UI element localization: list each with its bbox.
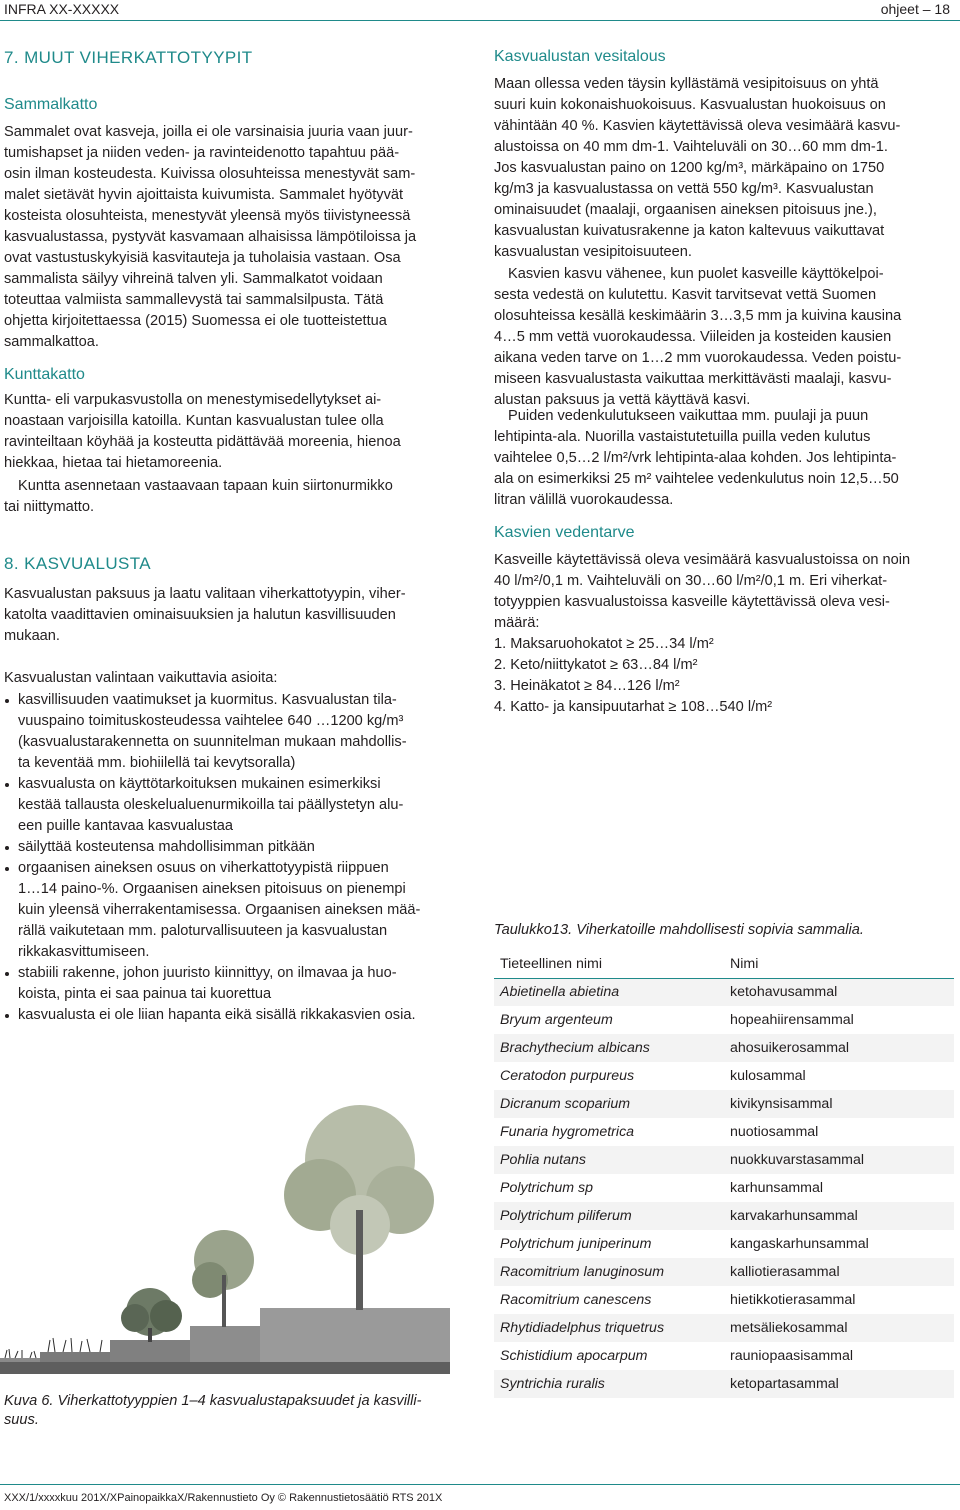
table-row bbox=[494, 978, 954, 1006]
common-name-cell: kangaskarhunsammal bbox=[730, 1236, 869, 1252]
text-line: Kuntta- eli varpukasvustolla on menestymisedellytykset ai- bbox=[4, 392, 382, 408]
common-name-cell: karvakarhunsammal bbox=[724, 1202, 954, 1230]
text-line: aikana veden tarve on 1…2 mm vuorokaudessa. Veden poistu- bbox=[494, 350, 902, 366]
header-name: Nimi bbox=[724, 950, 954, 978]
common-name-cell: rauniopaasisammal bbox=[730, 1348, 854, 1364]
text-line: Maan ollessa veden täysin kyllästämä vesipitoisuus on yhtä bbox=[494, 76, 879, 92]
text-line: toteuttaa valmiista sammallevystä tai sammalsilpusta. Tätä bbox=[4, 292, 384, 308]
table-row bbox=[494, 1314, 954, 1342]
table-row bbox=[494, 1174, 954, 1202]
list-item-continuation: vuuspaino toimituskosteudessa vaihtelee 640 …1200 kg/m³ bbox=[18, 713, 404, 729]
section-8-heading: 8. KASVUALUSTA bbox=[4, 554, 152, 573]
text-line: kasvualustan vesipitoisuuteen. bbox=[494, 244, 692, 260]
table-header-row bbox=[494, 950, 954, 978]
text-line: alustan paksuus ja vettä käyttävä kasvi. bbox=[494, 392, 751, 408]
list-item-continuation: kestää tallausta oleskelualuenurmikoilla tai päällystetyn alu- bbox=[18, 797, 404, 813]
table-row bbox=[494, 1342, 954, 1370]
vedentarve-list bbox=[494, 634, 954, 718]
text-line: Puiden vedenkulutukseen vaikuttaa mm. puulaji ja puun bbox=[508, 408, 869, 424]
table-row bbox=[494, 1202, 954, 1230]
text-line: litran välillä vuorokaudessa. bbox=[494, 492, 674, 508]
section-8-paragraph bbox=[4, 584, 466, 647]
list-item: kasvillisuuden vaatimukset ja kuormitus. Kasvualustan tila- bbox=[4, 690, 466, 711]
common-name-cell: metsäliekosammal bbox=[724, 1314, 954, 1342]
text-line: Kasveille käytettävissä oleva vesimäärä kasvualustoissa on noin bbox=[494, 552, 911, 568]
text-line: sammalista säilyy vihreinä talven yli. Sammalkatot voidaan bbox=[4, 271, 383, 287]
text-line: 4…5 mm vettä vuorokaudessa. Viileiden ja kosteiden kausien bbox=[494, 329, 892, 345]
scientific-name-cell: Abietinella abietina bbox=[494, 978, 724, 1006]
table-row bbox=[494, 1146, 954, 1174]
list-item: kasvualusta ei ole liian hapanta eikä sisällä rikkakasvien osia. bbox=[4, 1005, 466, 1026]
list-item-continuation: koista, pinta ei saa painua tai kuorettua bbox=[18, 986, 272, 1002]
scientific-name-cell: Bryum argenteum bbox=[500, 1012, 613, 1028]
text-line: malet sietävät hyvin ajoittaista kuivumista. Sammalet hyötyvät bbox=[4, 187, 404, 203]
text-line: vaihtelee 0,5…2 l/m²/vrk lehtipinta-alaa kohden. Jos lehtipinta- bbox=[494, 450, 897, 466]
moss-table bbox=[494, 950, 954, 1398]
table-row bbox=[494, 1286, 954, 1314]
section-7-heading: 7. MUUT VIHERKATTOTYYPIT bbox=[4, 48, 253, 67]
list-item-continuation: een puille kantavaa kasvualustaa bbox=[18, 818, 234, 834]
text-line: Kuntta asennetaan vastaavaan tapaan kuin siirtonurmikko bbox=[18, 478, 393, 494]
common-name-cell: ahosuikerosammal bbox=[724, 1034, 954, 1062]
text-line: totyyppien kasvualustoissa kasveille käytettävissä oleva vesi- bbox=[494, 594, 890, 610]
scientific-name-cell: Pohlia nutans bbox=[494, 1146, 724, 1174]
table-row bbox=[494, 1090, 954, 1118]
table-row bbox=[494, 1118, 954, 1146]
kunttakatto-paragraph-2 bbox=[4, 476, 466, 518]
list-item: säilyttää kosteutensa mahdollisimman pitkään bbox=[4, 837, 466, 858]
scientific-name-cell: Racomitrium canescens bbox=[500, 1292, 652, 1308]
footer-rule bbox=[0, 1484, 960, 1485]
scientific-name-cell: Polytrichum juniperinum bbox=[500, 1236, 652, 1252]
scientific-name-cell: Polytrichum sp bbox=[500, 1180, 594, 1196]
text-line: Kasvualustan paksuus ja laatu valitaan viherkattotyypin, viher- bbox=[4, 586, 406, 602]
text-line: noastaan varjoisilla katoilla. Kuntan kasvualustan tulee olla bbox=[4, 413, 384, 429]
common-name-cell: hietikkotierasammal bbox=[730, 1292, 856, 1308]
text-line: hiekkaa, hietaa tai hietamoreenia. bbox=[4, 455, 223, 471]
common-name-cell: ketohavusammal bbox=[724, 978, 954, 1006]
scientific-name-cell: Rhytidiadelphus triquetrus bbox=[494, 1314, 724, 1342]
kunttakatto-heading: Kunttakatto bbox=[4, 366, 85, 383]
scientific-name-cell: Brachythecium albicans bbox=[494, 1034, 724, 1062]
vedentarve-paragraph bbox=[494, 550, 954, 634]
green-roof-figure bbox=[0, 1090, 470, 1390]
text-line: olosuhteissa kesällä keskimäärin 3…3,5 mm ja kuivina kausina bbox=[494, 308, 902, 324]
text-line: määrä: bbox=[494, 615, 540, 631]
text-line: suus. bbox=[4, 1412, 39, 1428]
table-row bbox=[494, 1370, 954, 1398]
list-item: orgaanisen aineksen osuus on viherkattotyypistä riippuen bbox=[4, 858, 466, 879]
text-line: 3. Heinäkatot ≥ 84…126 l/m² bbox=[494, 678, 680, 694]
table-row bbox=[494, 1034, 954, 1062]
text-line: lehtipinta-ala. Nuorilla vastaistutetuilla puilla veden kulutus bbox=[494, 429, 871, 445]
text-line: suuri kuin kokonaishuokoisuus. Kasvualustan huokoisuus on bbox=[494, 97, 886, 113]
text-line: alustoissa on 40 mm dm-1. Vaihteluväli on 30…60 mm dm-1. bbox=[494, 139, 888, 155]
text-line: ala on esimerkiksi 25 m² vaihtelee vedenkulutus noin 12,5…50 bbox=[494, 471, 899, 487]
text-line: 2. Keto/niittykatot ≥ 63…84 l/m² bbox=[494, 657, 698, 673]
common-name-cell: hopeahiirensammal bbox=[730, 1012, 854, 1028]
text-line: sammalkattoa. bbox=[4, 334, 99, 350]
text-line: ohjetta kirjoitettaessa (2015) Suomessa ei ole tuotteistettua bbox=[4, 313, 387, 329]
list-item: kasvualusta on käyttötarkoituksen mukainen esimerkiksi bbox=[4, 774, 466, 795]
factors-intro: Kasvualustan valintaan vaikuttavia asioita: bbox=[4, 670, 278, 686]
common-name-cell: kalliotierasammal bbox=[724, 1258, 954, 1286]
kunttakatto-paragraph bbox=[4, 390, 466, 474]
trees-illustration bbox=[0, 1105, 450, 1374]
page-header bbox=[0, 0, 960, 22]
scientific-name-cell: Ceratodon purpureus bbox=[500, 1068, 635, 1084]
text-line: Jos kasvualustan paino on 1200 kg/m³, märkäpaino on 1750 bbox=[494, 160, 885, 176]
scientific-name-cell: Syntrichia ruralis bbox=[494, 1370, 724, 1398]
text-line: katolta vaadittavien ominaisuuksien ja halutun kasvillisuuden bbox=[4, 607, 396, 623]
text-line: kasvualustassa, pystyvät kasvamaan alhaisissa lämpötiloissa ja bbox=[4, 229, 417, 245]
list-item-continuation: kuin yleensä viherrakentamisessa. Orgaanisen aineksen mää- bbox=[18, 902, 421, 918]
text-line: ravinteiltaan köyhää ja kosteutta pidättävää moreenia, hienoa bbox=[4, 434, 401, 450]
table-caption: Taulukko13. Viherkatoille mahdollisesti sopivia sammalia. bbox=[494, 922, 864, 938]
list-item-continuation: rällä vaikutetaan mm. paloturvallisuuteen ja kasvualustan bbox=[18, 923, 388, 939]
common-name-cell: nuotiosammal bbox=[730, 1124, 819, 1140]
scientific-name-cell: Racomitrium lanuginosum bbox=[494, 1258, 724, 1286]
text-line: osin ilman kosteudesta. Kuivissa olosuhteissa menestyvät sam- bbox=[4, 166, 416, 182]
common-name-cell: karhunsammal bbox=[730, 1180, 824, 1196]
text-line: Sammalet ovat kasveja, joilla ei ole varsinaisia juuria vaan juur- bbox=[4, 124, 413, 140]
factors-list bbox=[4, 690, 466, 1026]
text-line: mukaan. bbox=[4, 628, 60, 644]
header-rule bbox=[0, 20, 960, 21]
text-line: kg/m3 ja kasvualustassa on vettä 550 kg/m³. Kasvualustan bbox=[494, 181, 874, 197]
common-name-cell: nuokkuvarstasammal bbox=[724, 1146, 954, 1174]
text-line: Kasvien kasvu vähenee, kun puolet kasveille käyttökelpoi- bbox=[508, 266, 884, 282]
text-line: ominaisuudet (maalaji, orgaanisen aineksen pitoisuus jne.), bbox=[494, 202, 877, 218]
sammalkatto-heading: Sammalkatto bbox=[4, 96, 98, 113]
vesitalous-paragraph bbox=[494, 74, 954, 263]
table-row bbox=[494, 1230, 954, 1258]
text-line: tai niittymatto. bbox=[4, 499, 95, 515]
text-line: vähintään 40 %. Kasvien käytettävissä oleva vesimäärä kasvu- bbox=[494, 118, 901, 134]
text-line: tumishapset ja niiden veden- ja ravinteidenotto tapahtuu pää- bbox=[4, 145, 400, 161]
text-line: 1. Maksaruohokatot ≥ 25…34 l/m² bbox=[494, 636, 714, 652]
list-item: stabiili rakenne, johon juuristo kiinnittyy, on ilmavaa ja huo- bbox=[4, 963, 466, 984]
scientific-name-cell: Polytrichum piliferum bbox=[494, 1202, 724, 1230]
text-line: sesta vedestä on kulutettu. Kasvit tarvitsevat vettä Suomen bbox=[494, 287, 877, 303]
text-line: Kuva 6. Viherkattotyyppien 1–4 kasvualustapaksuudet ja kasvilli- bbox=[4, 1393, 422, 1409]
common-name-cell: kivikynsisammal bbox=[724, 1090, 954, 1118]
text-line: miseen kasvualustasta vaikuttaa merkittävästi maalaji, kasvu- bbox=[494, 371, 892, 387]
table-row bbox=[494, 1062, 954, 1090]
common-name-cell: kulosammal bbox=[730, 1068, 806, 1084]
figure-caption bbox=[4, 1392, 466, 1430]
vesitalous-heading: Kasvualustan vesitalous bbox=[494, 48, 666, 65]
vedentarve-heading: Kasvien vedentarve bbox=[494, 524, 635, 541]
list-item-continuation: (kasvualustarakennetta on suunnitelman mukaan mahdollis- bbox=[18, 734, 407, 750]
sammalkatto-paragraph bbox=[4, 122, 466, 353]
list-item-continuation: ta keventää mm. biohiilellä tai kevytsoralla) bbox=[18, 755, 296, 771]
table-row bbox=[494, 1006, 954, 1034]
text-line: ovat vastustuskykyisiä kasvitauteja ja tuholaisia vastaan. Osa bbox=[4, 250, 401, 266]
text-line: 40 l/m²/0,1 m. Vaihteluväli on 30…60 l/m²/0,1 m. Eri viherkat- bbox=[494, 573, 888, 589]
doc-code: INFRA XX-XXXXX bbox=[4, 1, 120, 17]
vesitalous-paragraph-2 bbox=[494, 264, 954, 411]
list-item-continuation: 1…14 paino-%. Orgaanisen aineksen pitoisuus on pienempi bbox=[18, 881, 406, 897]
page-number: ohjeet – 18 bbox=[880, 1, 950, 17]
scientific-name-cell: Dicranum scoparium bbox=[494, 1090, 724, 1118]
text-line: 4. Katto- ja kansipuutarhat ≥ 108…540 l/m² bbox=[494, 699, 773, 715]
header-scientific-name: Tieteellinen nimi bbox=[494, 950, 724, 978]
table-row bbox=[494, 1258, 954, 1286]
scientific-name-cell: Schistidium apocarpum bbox=[500, 1348, 648, 1364]
vesitalous-paragraph-3 bbox=[494, 406, 954, 511]
text-line: kasvualustan kuivatusrakenne ja katon kaltevuus vaikuttavat bbox=[494, 223, 885, 239]
common-name-cell: ketopartasammal bbox=[724, 1370, 954, 1398]
page-footer bbox=[0, 1484, 960, 1510]
list-item-continuation: rikkakasvittumiseen. bbox=[18, 944, 150, 960]
scientific-name-cell: Funaria hygrometrica bbox=[500, 1124, 635, 1140]
footer-text: XXX/1/xxxxkuu 201X/XPainopaikkaX/Rakennustieto Oy © Rakennustietosäätiö RTS 201X bbox=[4, 1492, 443, 1504]
text-line: kosteista olosuhteista, menestyvät yleensä myös tiivistyneessä bbox=[4, 208, 411, 224]
